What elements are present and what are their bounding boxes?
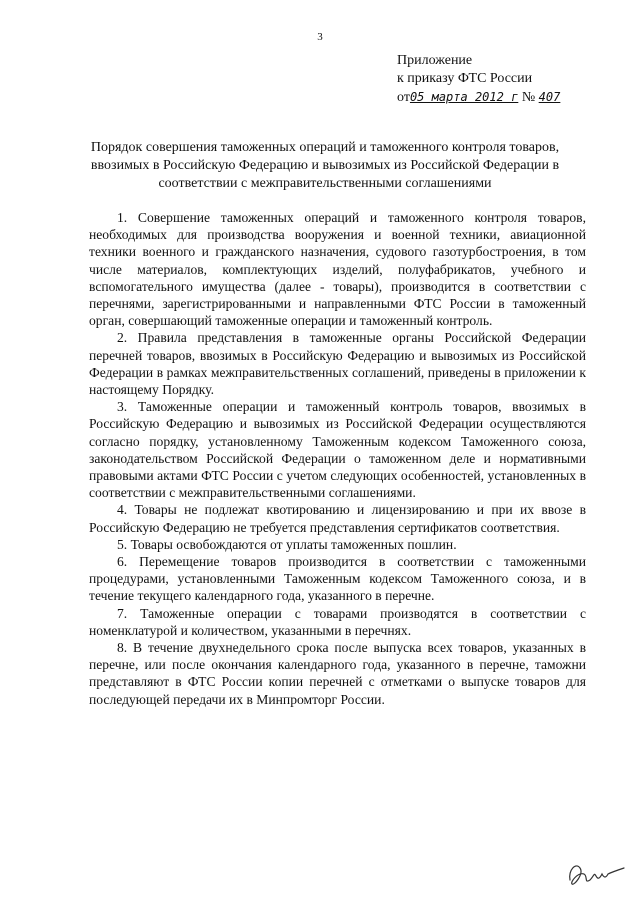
appendix-header — [397, 52, 560, 107]
handwritten-signature — [566, 856, 626, 892]
order-number-label: № — [521, 90, 536, 105]
paragraph-8: 8. В течение двухнедельного срока после выпуска всех товаров, указанных в перечне, или после окончания календарного года, указанного в перечне, таможни представляют в ФТС России копии перечней с отметками о выпуске товаров для последующей передачи их в Минпромторг России. — [89, 640, 586, 707]
document-title: Порядок совершения таможенных операций и таможенного контроля товаров, ввозимых в Российскую Федерацию и вывозимых из Российской Федерации в соответствии с межправительственными соглашениями — [90, 140, 560, 191]
paragraph-3: 3. Таможенные операции и таможенный контроль товаров, ввозимых в Российскую Федерацию и вывозимых из Российской Федерации осуществляются согласно порядку, установленному Таможенным кодексом Таможенного союза, законодательством Российской Федерации о таможенном деле и нормативными правовыми актами ФТС России с учетом следующих особенностей, установленных в соответствии с межправительственными соглашениями. — [89, 399, 586, 501]
paragraph-2: 2. Правила представления в таможенные органы Российской Федерации перечней товаров, ввозимых в Российскую Федерацию и вывозимых из Российской Федерации в рамках межправительственных соглашений, приведены в приложении к настоящему Порядку. — [89, 330, 586, 398]
order-date: 05 марта 2012 г — [409, 90, 519, 104]
document-body — [89, 209, 586, 708]
appendix-order-line — [397, 88, 560, 107]
order-prefix: от — [397, 90, 410, 105]
paragraph-7: 7. Таможенные операции с товарами производятся в соответствии с номенклатурой и количеством, указанными в перечнях. — [89, 605, 586, 638]
paragraph-4: 4. Товары не подлежат квотированию и лицензированию и при их ввозе в Российскую Федерацию не требуется представления сертификатов соответствия. — [89, 502, 586, 535]
paragraph-5: 5. Товары освобождаются от уплаты таможенных пошлин. — [117, 536, 457, 552]
page-number: 3 — [317, 31, 323, 43]
appendix-label: Приложение — [397, 53, 473, 68]
appendix-order-ref: к приказу ФТС России — [397, 71, 533, 86]
paragraph-1: 1. Совершение таможенных операций и таможенного контроля товаров, необходимых для производства вооружения и военной техники, авиационной техники военного и гражданского назначения, судового газотурбостроения, в том числе материалов, комплектующих изделий, полуфабрикатов, учебного и вспомогательного имущества (далее - товары), производится в соответствии с перечнями, зарегистрированными и направленными ФТС России в таможенный орган, совершающий таможенные операции и таможенный контроль. — [89, 210, 586, 329]
paragraph-6: 6. Перемещение товаров производится в соответствии с таможенными процедурами, установленными Таможенным кодексом Таможенного союза, и в течение текущего календарного года, указанного в перечне. — [89, 554, 586, 604]
order-number: 407 — [538, 90, 561, 104]
